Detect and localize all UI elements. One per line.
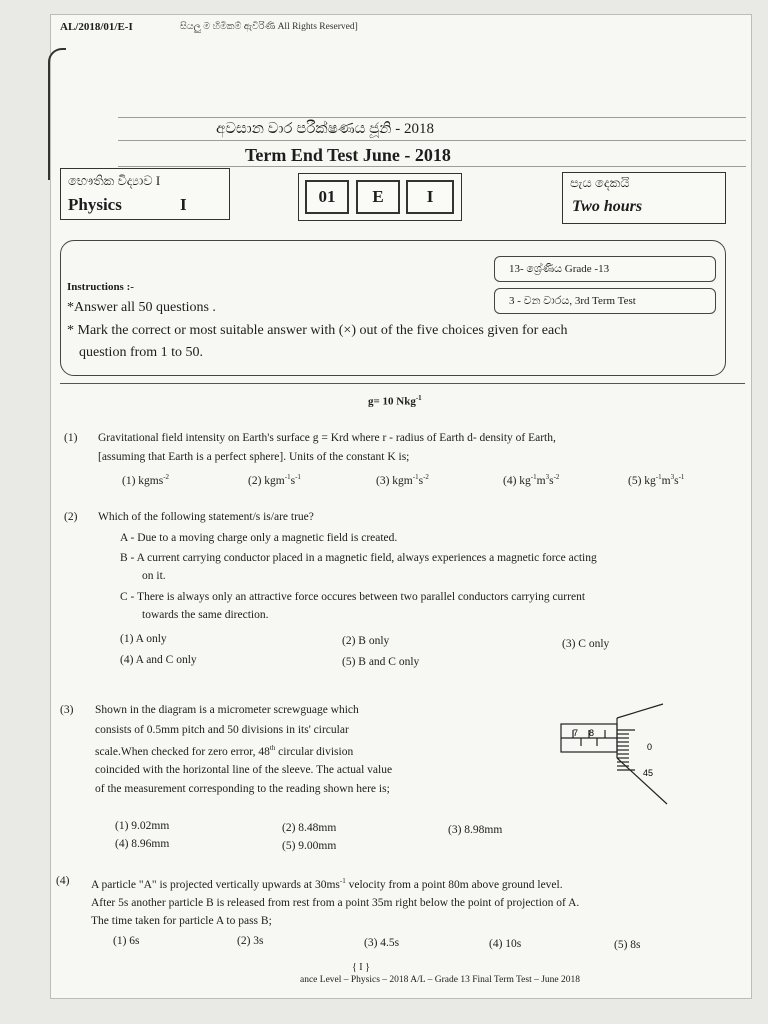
question-text: consists of 0.5mm pitch and 50 divisions in its' circular xyxy=(95,724,349,736)
page-title: Term End Test June - 2018 xyxy=(245,145,451,165)
answer-option[interactable]: (3) 8.98mm xyxy=(448,824,503,836)
question-text: Which of the following statement/s is/are true? xyxy=(98,511,314,523)
answer-option[interactable]: (2) 8.48mm xyxy=(282,822,337,834)
statement-c-cont: towards the same direction. xyxy=(142,609,269,621)
question-number: (3) xyxy=(60,704,74,716)
thimble-top xyxy=(617,704,663,718)
answer-option[interactable]: (1) 9.02mm xyxy=(115,820,170,832)
answer-option[interactable]: (4) 10s xyxy=(489,938,522,950)
question-text: After 5s another particle B is released from rest from a point 35m right below the point of projection of A. xyxy=(91,897,580,909)
grade-badge: 13- ශ්‍රේණිය Grade -13 xyxy=(494,256,716,282)
question-text: scale.When checked for zero error, 48th circular division xyxy=(95,744,354,758)
title-sinhala: අවසාන වාර පරීක්ෂණය ජූනි - 2018 xyxy=(216,121,434,137)
answer-option[interactable]: (5) 8s xyxy=(614,939,641,951)
answer-option[interactable]: (4) A and C only xyxy=(120,654,197,666)
code-cell: E xyxy=(356,180,400,214)
question-number: (1) xyxy=(64,432,78,444)
footer-text: ance Level – Physics – 2018 A/L – Grade 13 Final Term Test – June 2018 xyxy=(300,975,581,985)
answer-option[interactable]: (5) $kg^{-1}m^3s^{-1}$ xyxy=(628,473,685,487)
answer-option[interactable]: (1) 6s xyxy=(113,935,140,947)
statement-a: A - Due to a moving charge only a magnetic field is created. xyxy=(120,532,398,544)
micrometer-diagram xyxy=(555,700,685,810)
code-cell: 01 xyxy=(305,180,349,214)
subject-part: I xyxy=(180,195,187,214)
header-band-line xyxy=(118,140,746,141)
question-text: Gravitational field intensity on Earth's surface g = Krd where r - radius of Earth d- density of Earth, xyxy=(98,432,556,444)
scale-label: 0 xyxy=(647,742,653,752)
subject-sinhala: භෞතික විද්‍යාව I xyxy=(68,173,161,188)
answer-option[interactable]: (3) C only xyxy=(562,638,610,650)
duration-sinhala: පැය දෙකයි xyxy=(570,175,630,190)
duration-english: Two hours xyxy=(572,198,643,215)
statement-b: B - A current carrying conductor placed in a magnetic field, always experiences a magnetic force acting xyxy=(120,552,597,564)
subject-name: Physics xyxy=(68,195,122,214)
answer-option[interactable]: (4) $kg^{-1}m^3s^{-2}$ xyxy=(503,473,560,487)
page-number: { I } xyxy=(352,962,370,973)
answer-option[interactable]: (4) 8.96mm xyxy=(115,838,170,850)
answer-option[interactable]: (3) 4.5s xyxy=(364,937,400,949)
scale-label: 45 xyxy=(643,768,654,778)
instruction-line: * Mark the correct or most suitable answer with (×) out of the five choices given for each xyxy=(67,323,568,338)
header-band-line xyxy=(118,117,746,118)
scale-label: 8 xyxy=(589,728,595,738)
term-badge-text: 3 - වන වාරය, 3rd Term Test xyxy=(509,295,636,307)
answer-option[interactable]: (5) B and C only xyxy=(342,656,420,668)
statement-b-cont: on it. xyxy=(142,570,166,582)
answer-option[interactable]: (2) B only xyxy=(342,635,390,647)
term-badge xyxy=(494,288,716,314)
question-number: (2) xyxy=(64,511,78,523)
header-band-line xyxy=(118,166,746,167)
answer-option[interactable]: (2) 3s xyxy=(237,935,264,947)
question-number: (4) xyxy=(56,875,70,887)
instructions-heading: Instructions :- xyxy=(67,281,134,293)
paper-code: AL/2018/01/E-I xyxy=(60,21,133,33)
rights-notice: සියලු ම හිමිකම් ඇවිරිණි All Rights Reserved] xyxy=(180,22,358,32)
question-text: of the measurement corresponding to the reading shown here is; xyxy=(95,783,390,795)
gravity-constant: g= 10 Nkg$^{-1}$ xyxy=(368,394,422,408)
answer-option[interactable]: (1) kgms$^{-2}$ xyxy=(122,473,170,487)
answer-option[interactable]: (5) 9.00mm xyxy=(282,840,337,852)
decorative-bracket xyxy=(48,48,66,180)
question-text: [assuming that Earth is a perfect sphere]. Units of the constant K is; xyxy=(98,451,410,463)
thimble-bottom xyxy=(617,758,667,804)
instruction-line: question from 1 to 50. xyxy=(79,345,204,360)
answer-option[interactable]: (1) A only xyxy=(120,633,167,645)
question-text: The time taken for particle A to pass B; xyxy=(91,915,272,927)
question-text: Shown in the diagram is a micrometer screwguage which xyxy=(95,704,359,716)
instruction-line: *Answer all 50 questions . xyxy=(67,300,216,315)
question-text: A particle "A" is projected vertically upwards at $30ms^{-1}$ velocity from a point 80m above ground level. xyxy=(91,877,563,891)
question-text: coincided with the horizontal line of the sleeve. The actual value xyxy=(95,764,393,776)
answer-option[interactable]: (3) $kgm^{-1}s^{-2}$ xyxy=(376,473,429,487)
scale-label: 7 xyxy=(573,728,579,738)
answer-option[interactable]: (2) $kgm^{-1}s^{-1}$ xyxy=(248,473,301,487)
divider xyxy=(60,383,745,384)
code-cell: I xyxy=(406,180,454,214)
statement-c: C - There is always only an attractive force occures between two parallel conductors carrying current xyxy=(120,591,586,603)
